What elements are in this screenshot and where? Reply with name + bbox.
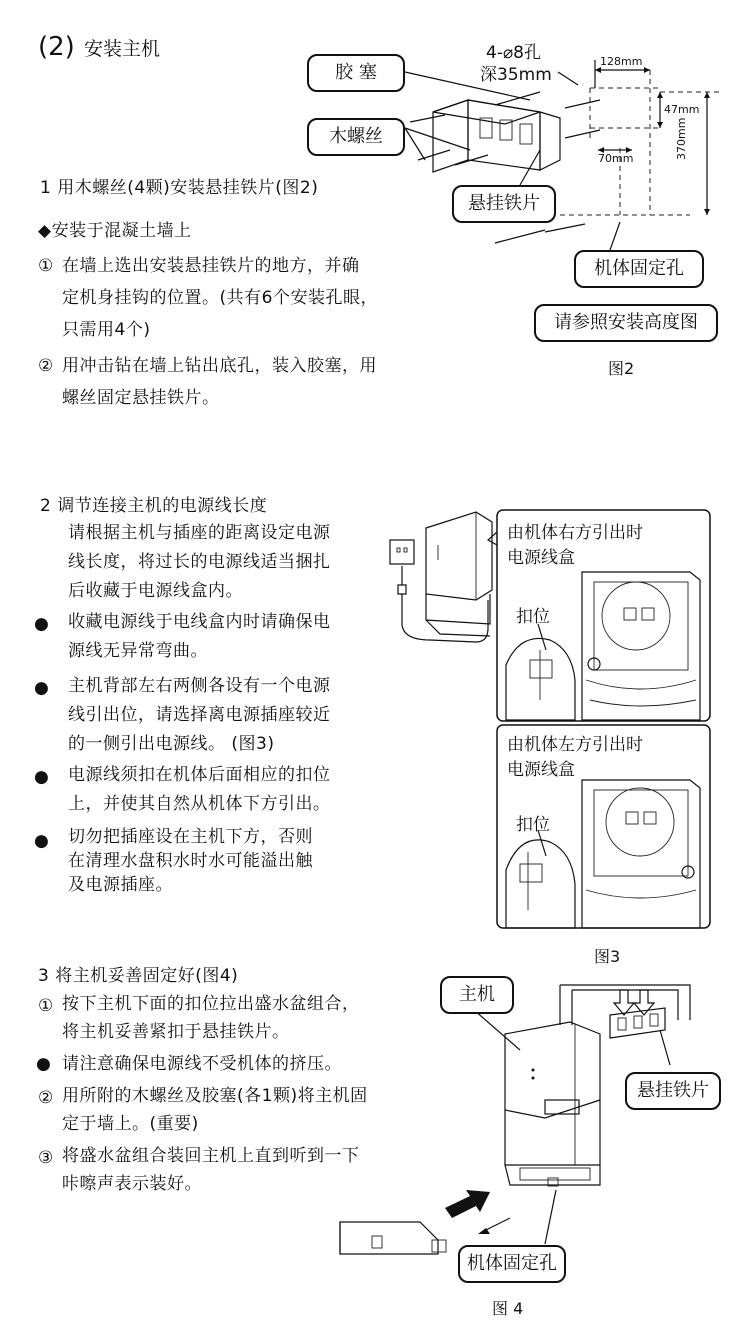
text-line: 收藏电源线于电线盒内时请确保电 <box>68 612 331 632</box>
fig2-bracket-label: 悬挂铁片 <box>452 185 556 223</box>
step1-title: 1 用木螺丝(4颗)安装悬挂铁片(图2) <box>40 178 319 198</box>
step3-title: 3 将主机妥善固定好(图4) <box>38 966 239 986</box>
fig3-right-title-2: 电源线盒 <box>507 548 575 568</box>
text-line: 后收藏于电源线盒内。 <box>68 581 243 601</box>
text-line: 线长度，将过长的电源线适当捆扎 <box>68 552 331 572</box>
heading-text: 安装主机 <box>83 38 160 60</box>
sub-marker: ① <box>38 256 54 276</box>
fig3-left-clip-label: 扣位 <box>516 815 550 835</box>
text-line: 在清理水盘积水时水可能溢出触 <box>68 851 313 871</box>
fig4-bracket-label: 悬挂铁片 <box>625 1072 721 1110</box>
text-line: 请注意确保电源线不受机体的挤压。 <box>62 1054 342 1074</box>
text-line: 电源线须扣在机体后面相应的扣位 <box>68 765 331 785</box>
bullet-dot: ● <box>34 614 50 634</box>
text-line: 及电源插座。 <box>68 875 173 895</box>
fig3-left-title-2: 电源线盒 <box>507 760 575 780</box>
text-line: 螺丝固定悬挂铁片。 <box>62 388 220 408</box>
text-line: 的一侧引出电源线。 (图3) <box>68 734 275 754</box>
fig2-fix-hole-label: 机体固定孔 <box>574 250 704 288</box>
fig2-dim-70: 70mm <box>598 152 634 165</box>
text-line: 切勿把插座设在主机下方，否则 <box>68 827 313 847</box>
fig4-main-unit-label: 主机 <box>440 976 514 1014</box>
fig2-dim-128: 128mm <box>600 55 643 68</box>
text-line: 定机身挂钩的位置。(共有6个安装孔眼， <box>62 288 378 308</box>
bullet-dot: ● <box>34 678 50 698</box>
bullet-dot: ● <box>36 1054 52 1074</box>
text-line: 上，并使其自然从机体下方引出。 <box>68 794 331 814</box>
fig4-caption: 图 4 <box>492 1299 524 1318</box>
text-line: 咔嚓声表示装好。 <box>62 1174 202 1194</box>
fig3-left-title-1: 由机体左方引出时 <box>507 735 643 755</box>
text-line: 将盛水盆组合装回主机上直到听到一下 <box>62 1146 360 1166</box>
fig2-caption: 图2 <box>608 359 635 378</box>
sub-marker: ② <box>38 1088 54 1108</box>
text-line: 请根据主机与插座的距离设定电源 <box>68 523 331 543</box>
sub-marker: ③ <box>38 1148 54 1168</box>
fig3-right-title-1: 由机体右方引出时 <box>507 523 643 543</box>
fig2-dim-370: 370mm <box>675 117 688 160</box>
text-line: 源线无异常弯曲。 <box>68 641 208 661</box>
text-line: 定于墙上。(重要) <box>62 1114 199 1134</box>
text-line: 主机背部左右两侧各设有一个电源 <box>68 676 331 696</box>
step1-concrete-note: ◆安装于混凝土墙上 <box>38 221 192 241</box>
fig3-right-clip-label: 扣位 <box>516 607 550 627</box>
fig2-wood-screw-label: 木螺丝 <box>307 118 405 156</box>
fig4-fix-hole-label: 机体固定孔 <box>458 1245 566 1283</box>
sub-marker: ① <box>38 996 54 1016</box>
text-line: 用所附的木螺丝及胶塞(各1颗)将主机固 <box>62 1086 368 1106</box>
fig3-caption: 图3 <box>594 947 621 966</box>
text-line: 按下主机下面的扣位拉出盛水盆组合， <box>62 994 360 1014</box>
fig2-hole-spec-2: 深35mm <box>480 65 552 85</box>
heading-prefix: (2) <box>38 32 75 62</box>
step2-title: 2 调节连接主机的电源线长度 <box>40 496 268 516</box>
text-line: 用冲击钻在墙上钻出底孔，装入胶塞，用 <box>62 356 377 376</box>
text-line: 只需用4个) <box>62 320 151 340</box>
sub-marker: ② <box>38 356 54 376</box>
fig2-height-ref-label: 请参照安装高度图 <box>534 304 718 342</box>
fig2-dim-47: 47mm <box>664 103 700 116</box>
fig2-rubber-plug-label: 胶 塞 <box>307 54 405 92</box>
bullet-dot: ● <box>34 831 50 851</box>
fig2-hole-spec-1: 4-⌀8孔 <box>486 43 542 63</box>
text-line: 将主机妥善紧扣于悬挂铁片。 <box>62 1022 290 1042</box>
text-line: 在墙上选出安装悬挂铁片的地方，并确 <box>62 256 360 276</box>
text-line: 线引出位，请选择离电源插座较近 <box>68 705 331 725</box>
bullet-dot: ● <box>34 767 50 787</box>
